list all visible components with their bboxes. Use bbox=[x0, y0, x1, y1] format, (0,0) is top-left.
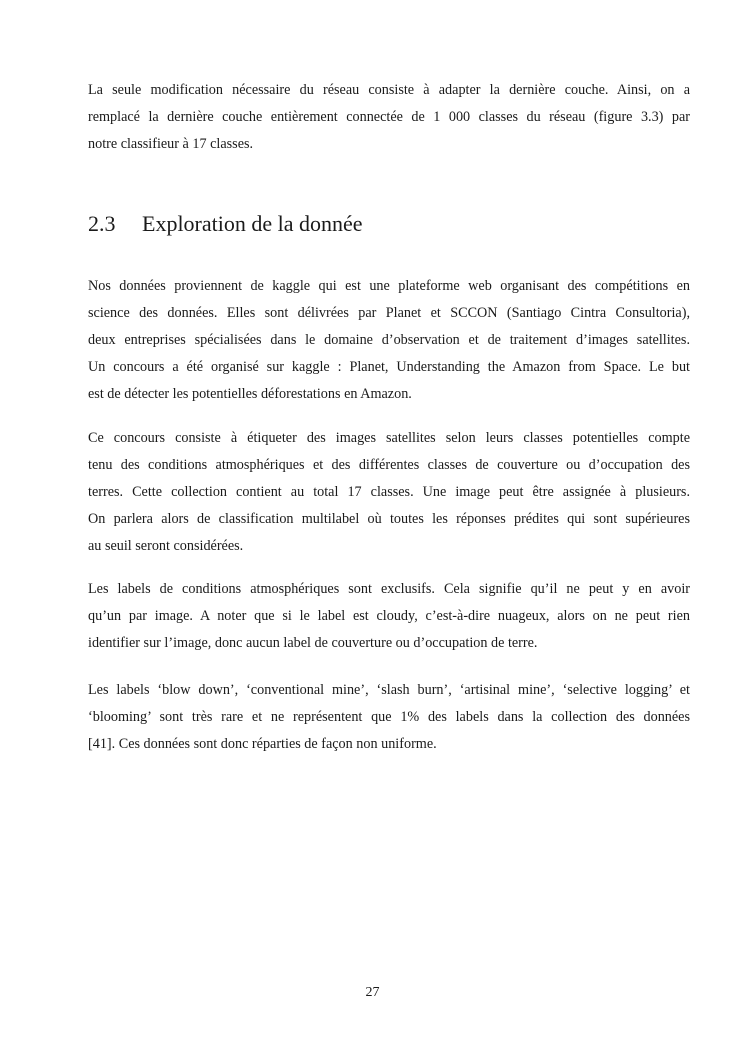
text-line: tenu des conditions atmosphériques et des différentes classes de couverture ou d’occupation des bbox=[88, 457, 690, 473]
text-line: remplacé la dernière couche entièrement connectée de 1 000 classes du réseau (figure 3.3) par bbox=[88, 109, 690, 125]
section-heading bbox=[88, 208, 363, 240]
text-line: Les labels ‘blow down’, ‘conventional mine’, ‘slash burn’, ‘artisinal mine’, ‘selective logging’ et bbox=[88, 682, 690, 698]
paragraph-competition bbox=[88, 425, 690, 560]
text-line: [41]. Ces données sont donc réparties de façon non uniforme. bbox=[88, 736, 437, 752]
text-line: Nos données proviennent de kaggle qui est une plateforme web organisant des compétitions en bbox=[88, 278, 690, 294]
page-number: 27 bbox=[365, 985, 380, 1000]
section-number: 2.3 bbox=[88, 211, 116, 236]
text-line: identifier sur l’image, donc aucun label de couverture ou d’occupation de terre. bbox=[88, 635, 538, 651]
paragraph-atmospheric-labels bbox=[88, 576, 690, 657]
text-line: est de détecter les potentielles déforestations en Amazon. bbox=[88, 386, 412, 402]
text-line: On parlera alors de classification multilabel où toutes les réponses prédites qui sont supérieures bbox=[88, 511, 690, 527]
text-line: Ce concours consiste à étiqueter des images satellites selon leurs classes potentielles compte bbox=[88, 430, 690, 446]
intro-paragraph bbox=[88, 77, 690, 158]
text-line: qu’un par image. A noter que si le label est cloudy, c’est-à-dire nuageux, alors on ne peut rien bbox=[88, 608, 690, 624]
text-line: La seule modification nécessaire du réseau consiste à adapter la dernière couche. Ainsi, on a bbox=[88, 82, 690, 98]
section-title: Exploration de la donnée bbox=[142, 211, 363, 236]
text-line: ‘blooming’ sont très rare et ne représentent que 1% des labels dans la collection des données bbox=[88, 709, 690, 725]
text-line: Les labels de conditions atmosphériques sont exclusifs. Cela signifie qu’il ne peut y en avoir bbox=[88, 581, 690, 597]
text-line: au seuil seront considérées. bbox=[88, 538, 244, 554]
text-line: terres. Cette collection contient au total 17 classes. Une image peut être assignée à plusieurs. bbox=[88, 484, 690, 500]
text-line: notre classifieur à 17 classes. bbox=[88, 136, 254, 152]
text-line: science des données. Elles sont délivrées par Planet et SCCON (Santiago Cintra Consultoria), bbox=[88, 305, 690, 321]
paragraph-rare-labels bbox=[88, 677, 690, 758]
paragraph-data-source bbox=[88, 273, 690, 408]
text-line: Un concours a été organisé sur kaggle : Planet, Understanding the Amazon from Space. Le but bbox=[88, 359, 690, 375]
text-line: deux entreprises spécialisées dans le domaine d’observation et de traitement d’images satellites. bbox=[88, 332, 690, 348]
